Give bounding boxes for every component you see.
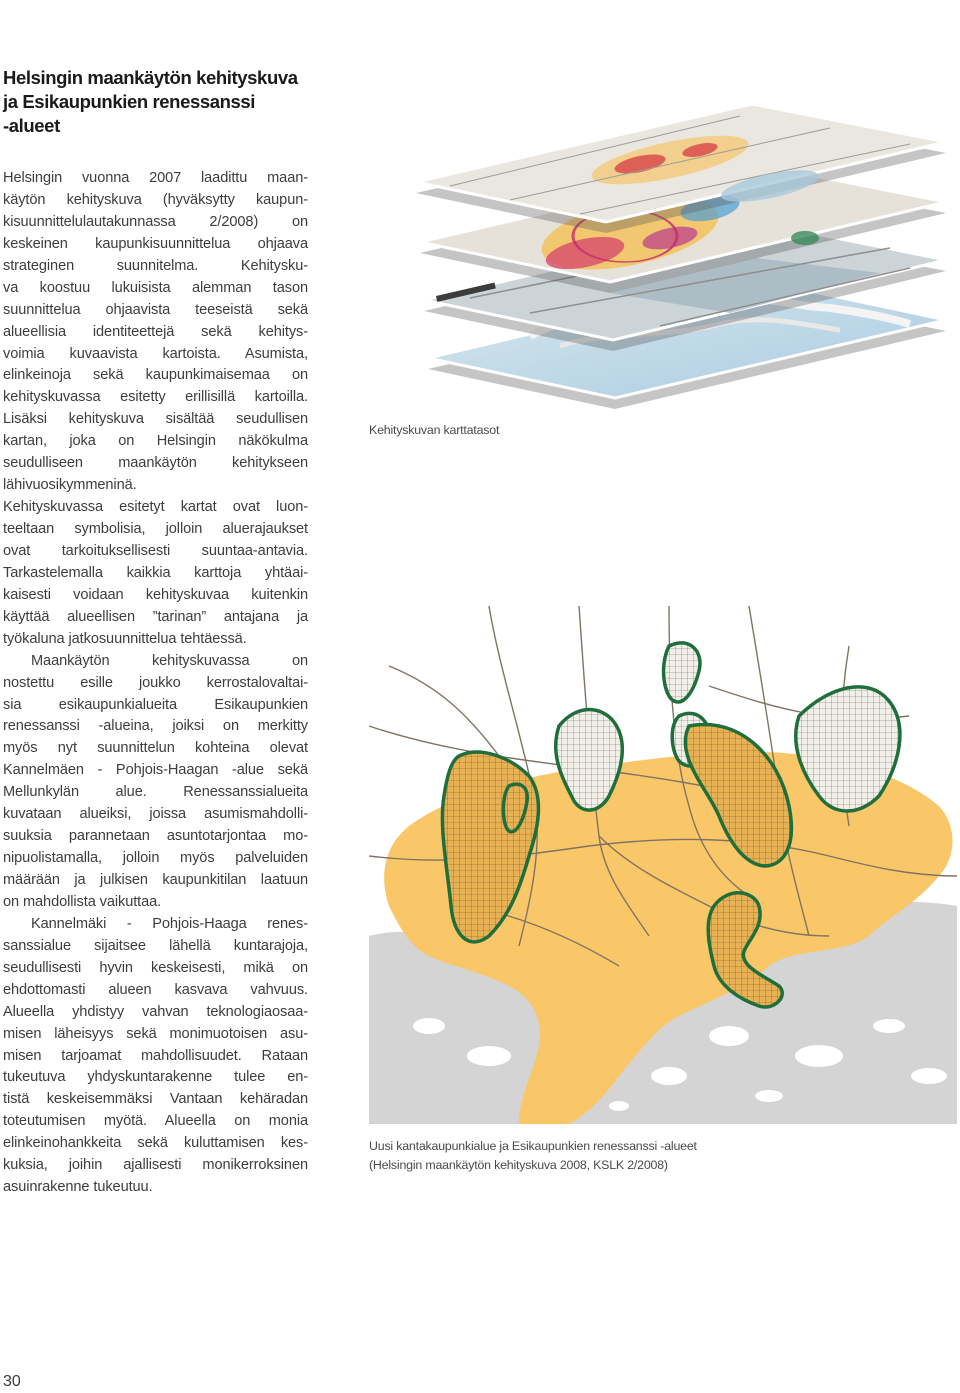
body-line: kehityskuvassa esitetty erillisillä kartoilla. xyxy=(3,389,308,406)
body-line: Kannelmäen - Pohjois-Haagan -alue sekä xyxy=(3,762,308,779)
map-layers-illustration xyxy=(410,68,950,413)
body-line: asuinrakenne tukeutuu. xyxy=(3,1179,153,1196)
figure-caption-layers: Kehityskuvan karttatasot xyxy=(369,423,500,437)
article-title xyxy=(3,66,303,138)
caption-line: (Helsingin maankäytön kehityskuva 2008, KSLK 2/2008) xyxy=(369,1158,668,1172)
page-number: 30 xyxy=(3,1373,21,1390)
figure-caption-map xyxy=(369,1137,929,1175)
body-text xyxy=(3,168,308,1199)
body-line: seudullisesti hyvin keskeisesti, mikä on xyxy=(3,959,308,976)
body-line: lähivuosikymmeninä. xyxy=(3,477,137,494)
body-line: kisuunnittelulautakunnassa 2/2008) on xyxy=(3,213,308,230)
body-line: Helsingin vuonna 2007 laadittu maan- xyxy=(3,170,308,186)
body-line: renessanssi -alueina, joiksi on merkitty xyxy=(3,718,308,735)
body-line: työkaluna jatkosuunnittelua tehtäessä. xyxy=(3,630,247,647)
body-line: Maankäytön kehityskuvassa on xyxy=(31,652,308,669)
body-line: Tarkastelemalla kaikkia karttoja yhtäai- xyxy=(3,564,308,581)
title-line: ja Esikaupunkien renessanssi xyxy=(3,91,256,112)
body-line: va koostuu lukuisista alemman tason xyxy=(3,279,308,296)
body-line: seudulliseen maankäytön kehitykseen xyxy=(3,455,308,472)
body-line: suuksia parannetaan asuntotarjontaa mo- xyxy=(3,828,308,845)
body-line: määrään ja julkisen kaupunkitilan laatuun xyxy=(3,872,308,888)
body-line: elinkeinoja sekä kaupunkimaisemaa on xyxy=(3,367,308,384)
body-line: keskeinen kaupunkisuunnittelua ohjaava xyxy=(3,235,308,252)
body-line: kuksia, joihin ajallisesti monikerroksinen xyxy=(3,1157,308,1174)
body-line: nipuolistamalla, jolloin myös palveluiden xyxy=(3,850,308,867)
body-line: kuvataan alueiksi, joissa asumismahdolli- xyxy=(3,806,308,823)
title-line: Helsingin maankäytön kehityskuva xyxy=(3,67,298,88)
body-line: voimia kuvaavista kartoista. Asumista, xyxy=(3,345,308,362)
body-line: Mellunkylän alue. Renessanssialueita xyxy=(3,784,308,801)
caption-line: Uusi kantakaupunkialue ja Esikaupunkien renessanssi -alueet xyxy=(369,1139,697,1153)
body-line: käyttää alueellisen ”tarinan” antajana ja xyxy=(3,608,308,625)
body-line: tistä keskeisemmäksi Vantaan kehäradan xyxy=(3,1091,308,1108)
body-line: toteutumisen myötä. Alueella on monia xyxy=(3,1113,308,1130)
body-line: elinkeinohankkeita sekä kuluttamisen kes- xyxy=(3,1135,308,1152)
body-line: tukeutuva yhdyskuntarakenne tulee en- xyxy=(3,1069,308,1086)
body-line: ovat tarkoituksellisesti suuntaa-antavia. xyxy=(3,542,308,559)
body-line: sia esikaupunkialueita Esikaupunkien xyxy=(3,696,308,713)
body-line: on mahdollista vaikuttaa. xyxy=(3,893,162,910)
body-line: alueellisia identiteettejä sekä kehitys- xyxy=(3,323,308,340)
body-line: kartan, joka on Helsingin näkökulma xyxy=(3,433,308,450)
body-line: sanssialue sijaitsee lähellä kuntarajoja, xyxy=(3,937,308,954)
body-line: suunnittelua ohjaavista teeseistä sekä xyxy=(3,301,308,318)
body-line: ehdottomasti alueen kasvava vahvuus. xyxy=(3,981,308,998)
body-line: Kehityskuvassa esitetyt kartat ovat luon- xyxy=(3,499,308,516)
body-line: kaisesti voidaan kehityskuvaa kuitenkin xyxy=(3,586,308,603)
body-line: Kannelmäki - Pohjois-Haaga renes- xyxy=(31,915,308,932)
body-line: strateginen suunnitelma. Kehitysku- xyxy=(3,257,308,274)
body-line: myös nyt suunnittelun kohteina olevat xyxy=(3,740,308,757)
body-line: Alueella yhdistyy vahvan teknologiaosaa- xyxy=(3,1003,308,1020)
body-line: teeltaan symbolisia, jolloin aluerajaukset xyxy=(3,521,308,537)
renaissance-areas-map xyxy=(369,606,957,1124)
body-line: käytön kehityskuva (hyväksytty kaupun- xyxy=(3,191,308,208)
body-line: misen läheisyys sekä monimuotoisen asu- xyxy=(3,1025,308,1042)
body-line: Lisäksi kehityskuva sisältää seudullisen xyxy=(3,411,308,428)
body-line: misen tarjoamat mahdollisuudet. Rataan xyxy=(3,1047,308,1064)
title-line: -alueet xyxy=(3,115,60,136)
body-line: nostettu esille joukko kerrostalovaltai- xyxy=(3,674,308,691)
